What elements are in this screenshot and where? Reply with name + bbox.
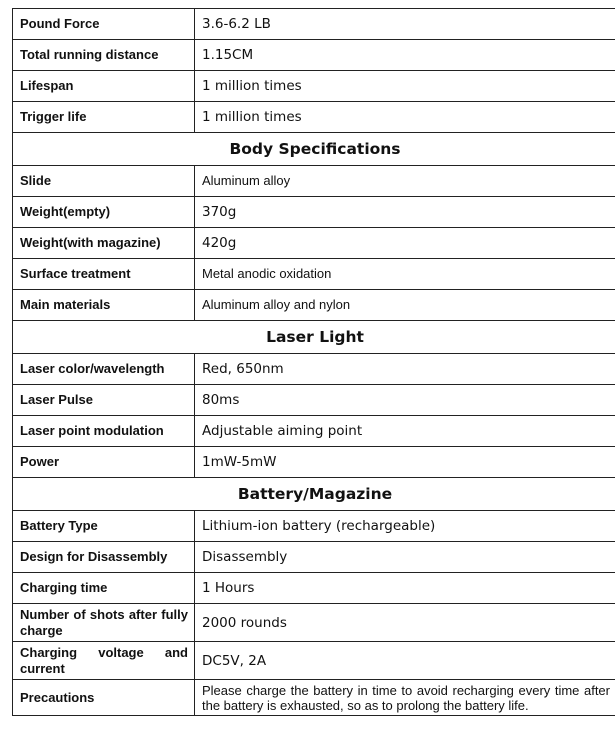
spec-row [13,71,615,102]
spec-label: Main materials [13,290,195,321]
spec-row [13,642,615,680]
spec-value: DC5V, 2A [195,642,615,680]
section-heading-laser: Laser Light [13,321,615,354]
spec-label: Slide [13,166,195,197]
spec-row [13,542,615,573]
spec-table [12,8,615,716]
spec-label: Laser color/wavelength [13,354,195,385]
spec-row [13,354,615,385]
spec-label: Lifespan [13,71,195,102]
spec-value: 80ms [195,385,615,416]
spec-value: 1.15CM [195,40,615,71]
spec-value: Adjustable aiming point [195,416,615,447]
spec-row [13,511,615,542]
spec-value: Please charge the battery in time to avoid recharging every time after the battery is exhausted, so as to prolong the battery life. [195,680,615,716]
spec-value: 370g [195,197,615,228]
spec-label: Surface treatment [13,259,195,290]
spec-label: Battery Type [13,511,195,542]
spec-row [13,447,615,478]
section-header-row [13,478,615,511]
spec-row [13,680,615,716]
spec-value: Lithium-ion battery (rechargeable) [195,511,615,542]
spec-value: Aluminum alloy [195,166,615,197]
spec-label: Power [13,447,195,478]
section-header-row [13,133,615,166]
spec-label: Charging voltage and current [13,642,195,680]
spec-row [13,290,615,321]
spec-value: 1 million times [195,71,615,102]
spec-value: 1 Hours [195,573,615,604]
spec-row [13,166,615,197]
spec-label: Laser point modulation [13,416,195,447]
spec-value: 420g [195,228,615,259]
spec-value: 1mW-5mW [195,447,615,478]
spec-label: Charging time [13,573,195,604]
spec-row [13,228,615,259]
spec-label: Pound Force [13,9,195,40]
spec-value: 2000 rounds [195,604,615,642]
spec-row [13,604,615,642]
spec-label: Design for Disassembly [13,542,195,573]
spec-row [13,197,615,228]
spec-value: Metal anodic oxidation [195,259,615,290]
spec-row [13,40,615,71]
spec-row [13,416,615,447]
spec-label: Weight(empty) [13,197,195,228]
spec-value: 3.6-6.2 LB [195,9,615,40]
spec-value: Disassembly [195,542,615,573]
spec-label: Total running distance [13,40,195,71]
section-header-row [13,321,615,354]
spec-row [13,573,615,604]
spec-row [13,9,615,40]
section-heading-body: Body Specifications [13,133,615,166]
spec-label: Precautions [13,680,195,716]
spec-row [13,385,615,416]
spec-label: Trigger life [13,102,195,133]
spec-value: 1 million times [195,102,615,133]
spec-label: Number of shots after fully charge [13,604,195,642]
spec-row [13,102,615,133]
spec-value: Red, 650nm [195,354,615,385]
spec-label: Laser Pulse [13,385,195,416]
spec-value: Aluminum alloy and nylon [195,290,615,321]
section-heading-battery: Battery/Magazine [13,478,615,511]
spec-label: Weight(with magazine) [13,228,195,259]
spec-row [13,259,615,290]
